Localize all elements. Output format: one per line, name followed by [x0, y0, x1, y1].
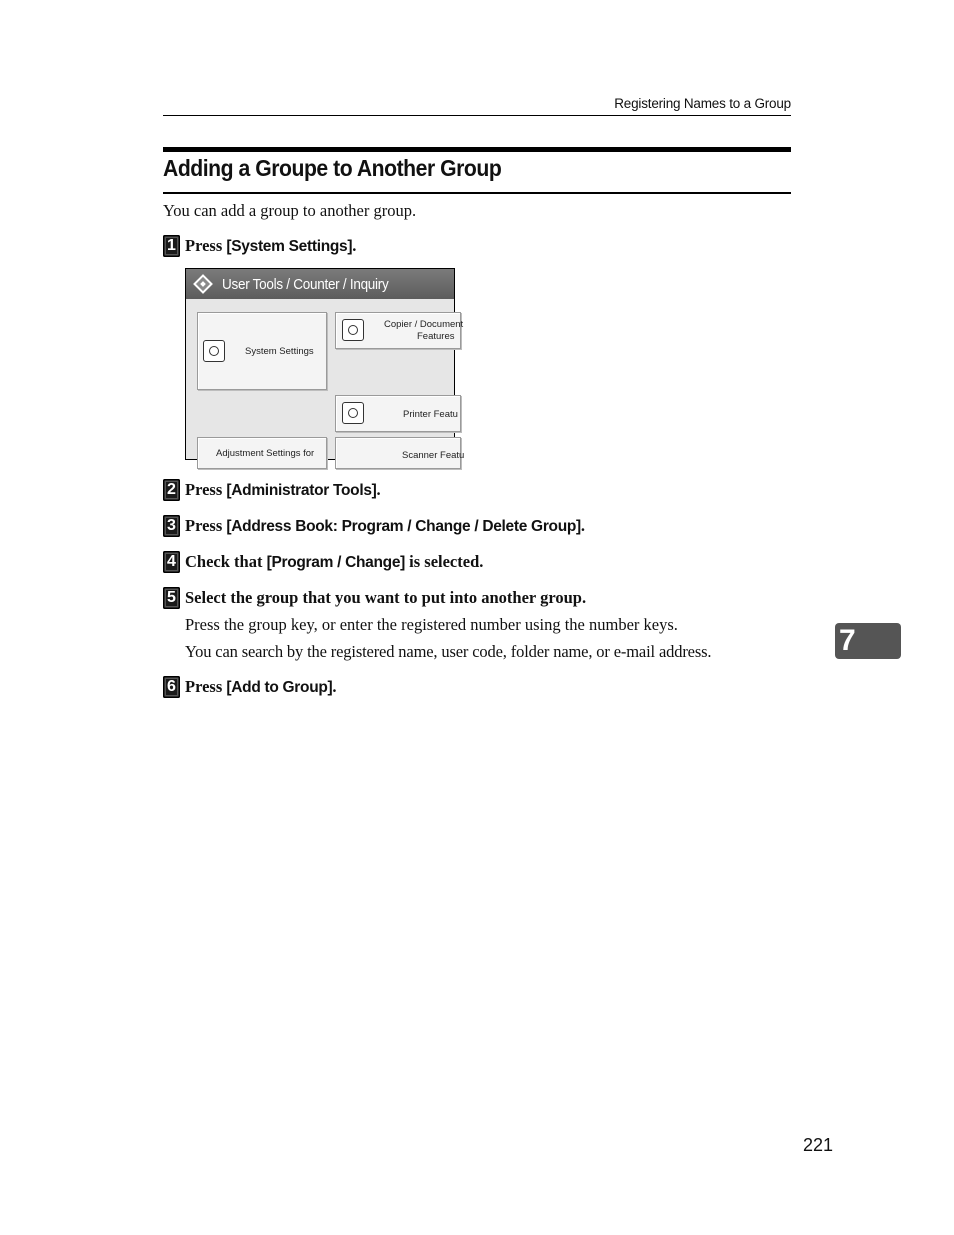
title-rule-top — [163, 147, 791, 152]
step-3 — [163, 514, 585, 538]
step-2 — [163, 478, 381, 502]
step-text — [185, 588, 586, 608]
step-prefix: Press — [185, 480, 227, 499]
running-header: Registering Names to a Group — [614, 96, 791, 111]
title-rule-bottom — [163, 192, 791, 194]
scanner-features-button[interactable] — [335, 437, 465, 469]
user-tools-screen — [185, 268, 465, 461]
intro-paragraph: You can add a group to another group. — [163, 201, 417, 220]
page-number: 221 — [802, 1135, 833, 1155]
step-number-badge: 6 — [163, 676, 180, 698]
step-suffix: . — [376, 480, 381, 499]
step-1 — [163, 234, 356, 258]
step-5-detail-1: Press the group key, or enter the registered number using the number keys. — [185, 615, 678, 634]
step-5 — [163, 586, 586, 610]
step-prefix: Check that — [185, 552, 267, 571]
step-prefix: Select the group that you want to put into another group. — [185, 588, 587, 607]
system-settings-button[interactable] — [197, 312, 327, 390]
step-text — [185, 552, 483, 572]
section-title: Adding a Groupe to Another Group — [163, 155, 502, 181]
printer-icon — [342, 402, 364, 424]
step-suffix: . — [580, 516, 586, 535]
screen-titlebar — [186, 269, 454, 299]
header-rule — [163, 115, 791, 116]
adjustment-label: Adjustment Settings for — [216, 448, 315, 459]
step-prefix: Press — [185, 236, 227, 255]
printer-features-button[interactable] — [335, 395, 461, 432]
step-5-detail-2: You can search by the registered name, user code, folder name, or e-mail address. — [185, 642, 712, 661]
scanner-label: Scanner Featu — [402, 450, 465, 461]
system-settings-label: System Settings — [245, 346, 314, 357]
step-number-badge: 5 — [163, 587, 180, 609]
step-6 — [163, 675, 337, 699]
screen-title: User Tools / Counter / Inquiry — [222, 275, 389, 293]
step-text — [185, 236, 356, 256]
step-text — [185, 516, 585, 536]
step-number-badge: 3 — [163, 515, 180, 537]
user-tools-icon — [193, 274, 213, 294]
key-label: [System Settings] — [226, 238, 353, 255]
step-text — [185, 480, 381, 500]
step-4 — [163, 550, 483, 574]
adjustment-settings-button[interactable] — [197, 437, 327, 469]
step-text — [185, 677, 337, 697]
chapter-tab: 7 — [835, 623, 901, 659]
copier-label-line2: Features — [417, 331, 455, 342]
copier-icon — [342, 319, 364, 341]
step-number-badge: 2 — [163, 479, 180, 501]
step-suffix: . — [332, 677, 337, 696]
key-label: [Program / Change] — [266, 554, 406, 571]
step-prefix: Press — [185, 677, 227, 696]
printer-label: Printer Featu — [403, 409, 458, 420]
step-number-badge: 4 — [163, 551, 180, 573]
copier-label-line1: Copier / Document — [384, 319, 464, 330]
key-label: [Address Book: Program / Change / Delete Group] — [226, 518, 581, 535]
clock-icon — [203, 340, 225, 362]
step-prefix: Press — [185, 516, 227, 535]
key-label: [Add to Group] — [226, 679, 333, 696]
key-label: [Administrator Tools] — [226, 482, 377, 499]
step-suffix: is selected. — [405, 552, 484, 571]
step-suffix: . — [352, 236, 357, 255]
step-number-badge: 1 — [163, 235, 180, 257]
copier-document-features-button[interactable] — [335, 312, 464, 349]
